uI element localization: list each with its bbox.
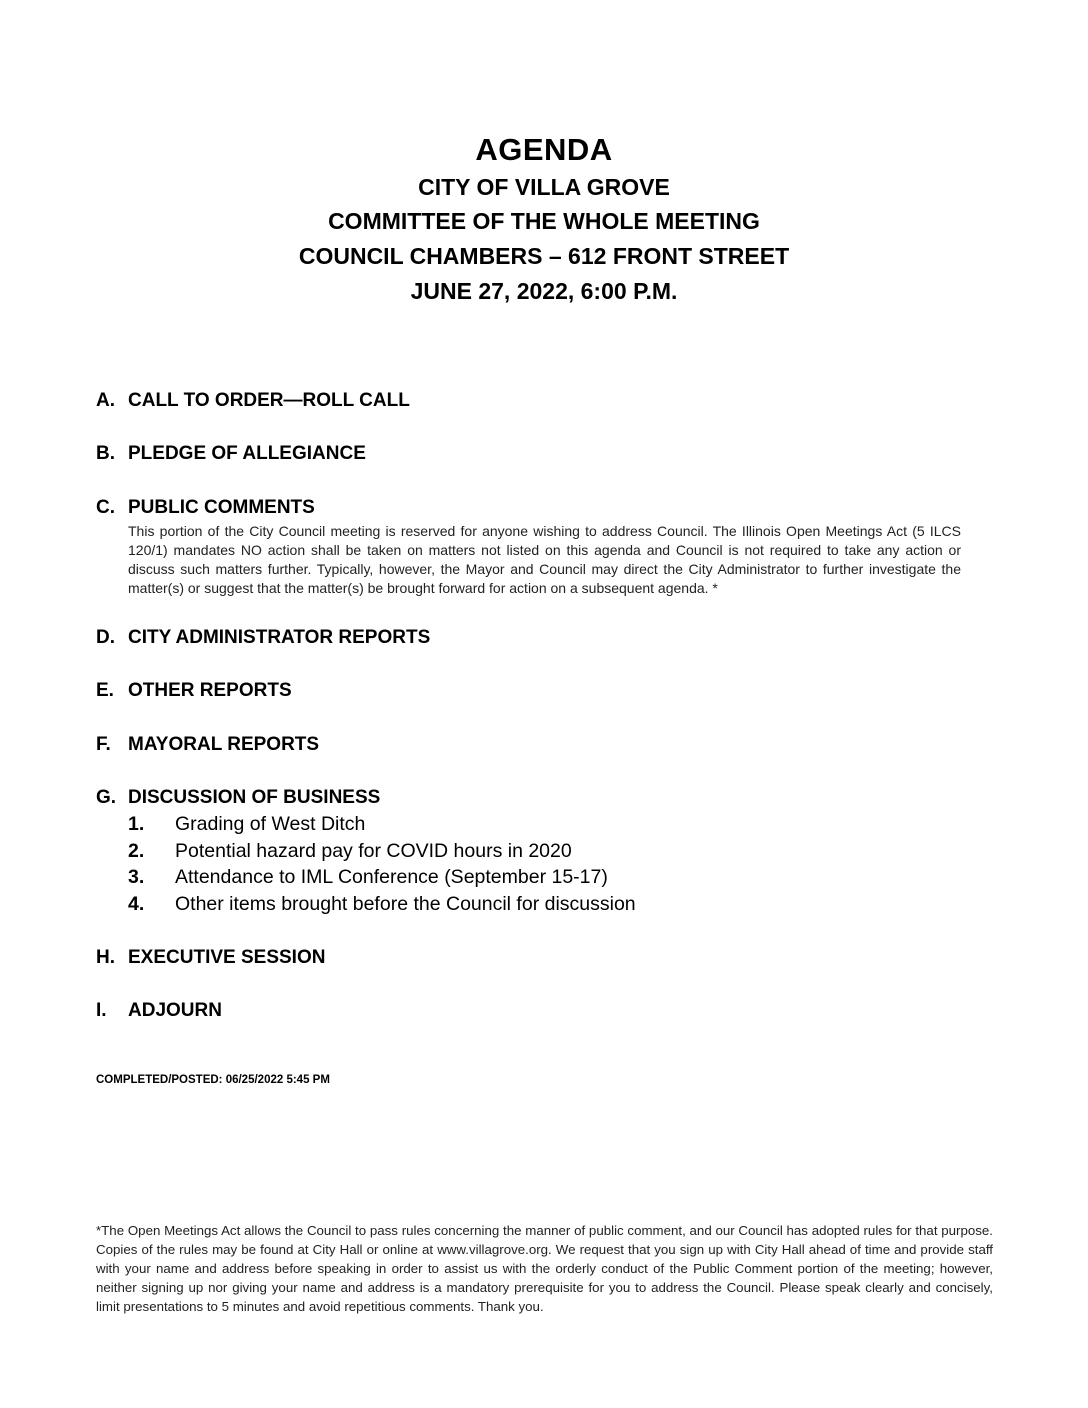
section-letter: F.: [96, 734, 111, 755]
completed-posted-stamp: COMPLETED/POSTED: 06/25/2022 5:45 PM: [96, 1074, 330, 1086]
section-discussion-of-business: [96, 787, 380, 809]
section-letter: I.: [96, 1000, 107, 1021]
section-label: PLEDGE OF ALLEGIANCE: [128, 443, 366, 464]
business-item-number: 1.: [128, 813, 145, 835]
business-item: [128, 840, 572, 863]
section-letter: B.: [96, 443, 115, 464]
section-letter: C.: [96, 497, 115, 518]
business-item-text: Attendance to IML Conference (September 15-17): [175, 866, 608, 888]
section-public-comments: [96, 497, 315, 519]
meeting-name: COMMITTEE OF THE WHOLE MEETING: [328, 208, 760, 234]
section-label: ADJOURN: [128, 1000, 222, 1021]
meeting-datetime: JUNE 27, 2022, 6:00 P.M.: [410, 278, 678, 304]
section-label: PUBLIC COMMENTS: [128, 497, 315, 518]
section-label: DISCUSSION OF BUSINESS: [128, 787, 381, 808]
section-letter: E.: [96, 680, 114, 701]
section-label: EXECUTIVE SESSION: [128, 947, 326, 968]
section-pledge: [96, 443, 366, 465]
agenda-title: AGENDA: [475, 132, 613, 167]
city-name: CITY OF VILLA GROVE: [418, 174, 670, 200]
section-letter: G.: [96, 787, 117, 808]
section-mayoral-reports: [96, 734, 319, 756]
section-label: CALL TO ORDER—ROLL CALL: [128, 390, 410, 411]
meeting-location: COUNCIL CHAMBERS – 612 FRONT STREET: [298, 243, 790, 269]
business-item-text: Grading of West Ditch: [175, 813, 366, 835]
section-executive-session: [96, 947, 325, 969]
open-meetings-footnote: *The Open Meetings Act allows the Council to pass rules concerning the manner of public comment, and our Council has adopted rules for that purpose. Copies of the rules may be found at City Hall or online at www.villagrove.org. We request that you sign up with City Hall ahead of time and provide staff with your name and address before speaking in order to assist us with the orderly conduct of the Public Comment portion of the meeting; however, neither signing up nor giving your name and address is a mandatory prerequisite for you to address the Council. Please speak clearly and concisely, limit presentations to 5 minutes and avoid repetitious comments. Thank you.: [96, 1223, 993, 1314]
section-call-to-order: [96, 390, 410, 412]
business-item: [128, 893, 636, 916]
section-letter: A.: [96, 390, 115, 411]
section-letter: D.: [96, 627, 115, 648]
business-item: [128, 813, 365, 836]
public-comments-description: This portion of the City Council meeting is reserved for anyone wishing to address Council. The Illinois Open Meetings Act (5 ILCS 120/1) mandates NO action shall be taken on matters not listed on this agenda and Council is not required to take any action or discuss such matters further. Typically, however, the Mayor and Council may direct the City Administrator to further investigate the matter(s) or suggest that the matter(s) be brought forward for action on a subsequent agenda. *: [128, 523, 961, 596]
business-item-number: 2.: [128, 840, 145, 862]
business-item-number: 4.: [128, 893, 145, 915]
section-other-reports: [96, 680, 292, 702]
section-letter: H.: [96, 947, 115, 968]
business-item-text: Potential hazard pay for COVID hours in 2020: [175, 840, 572, 862]
section-label: OTHER REPORTS: [128, 680, 292, 701]
business-item: [128, 866, 608, 889]
section-label: MAYORAL REPORTS: [128, 734, 320, 755]
business-item-text: Other items brought before the Council for discussion: [175, 893, 636, 915]
section-adjourn: [96, 1000, 222, 1022]
section-label: CITY ADMINISTRATOR REPORTS: [128, 627, 431, 648]
business-item-number: 3.: [128, 866, 145, 888]
section-city-administrator-reports: [96, 627, 430, 649]
